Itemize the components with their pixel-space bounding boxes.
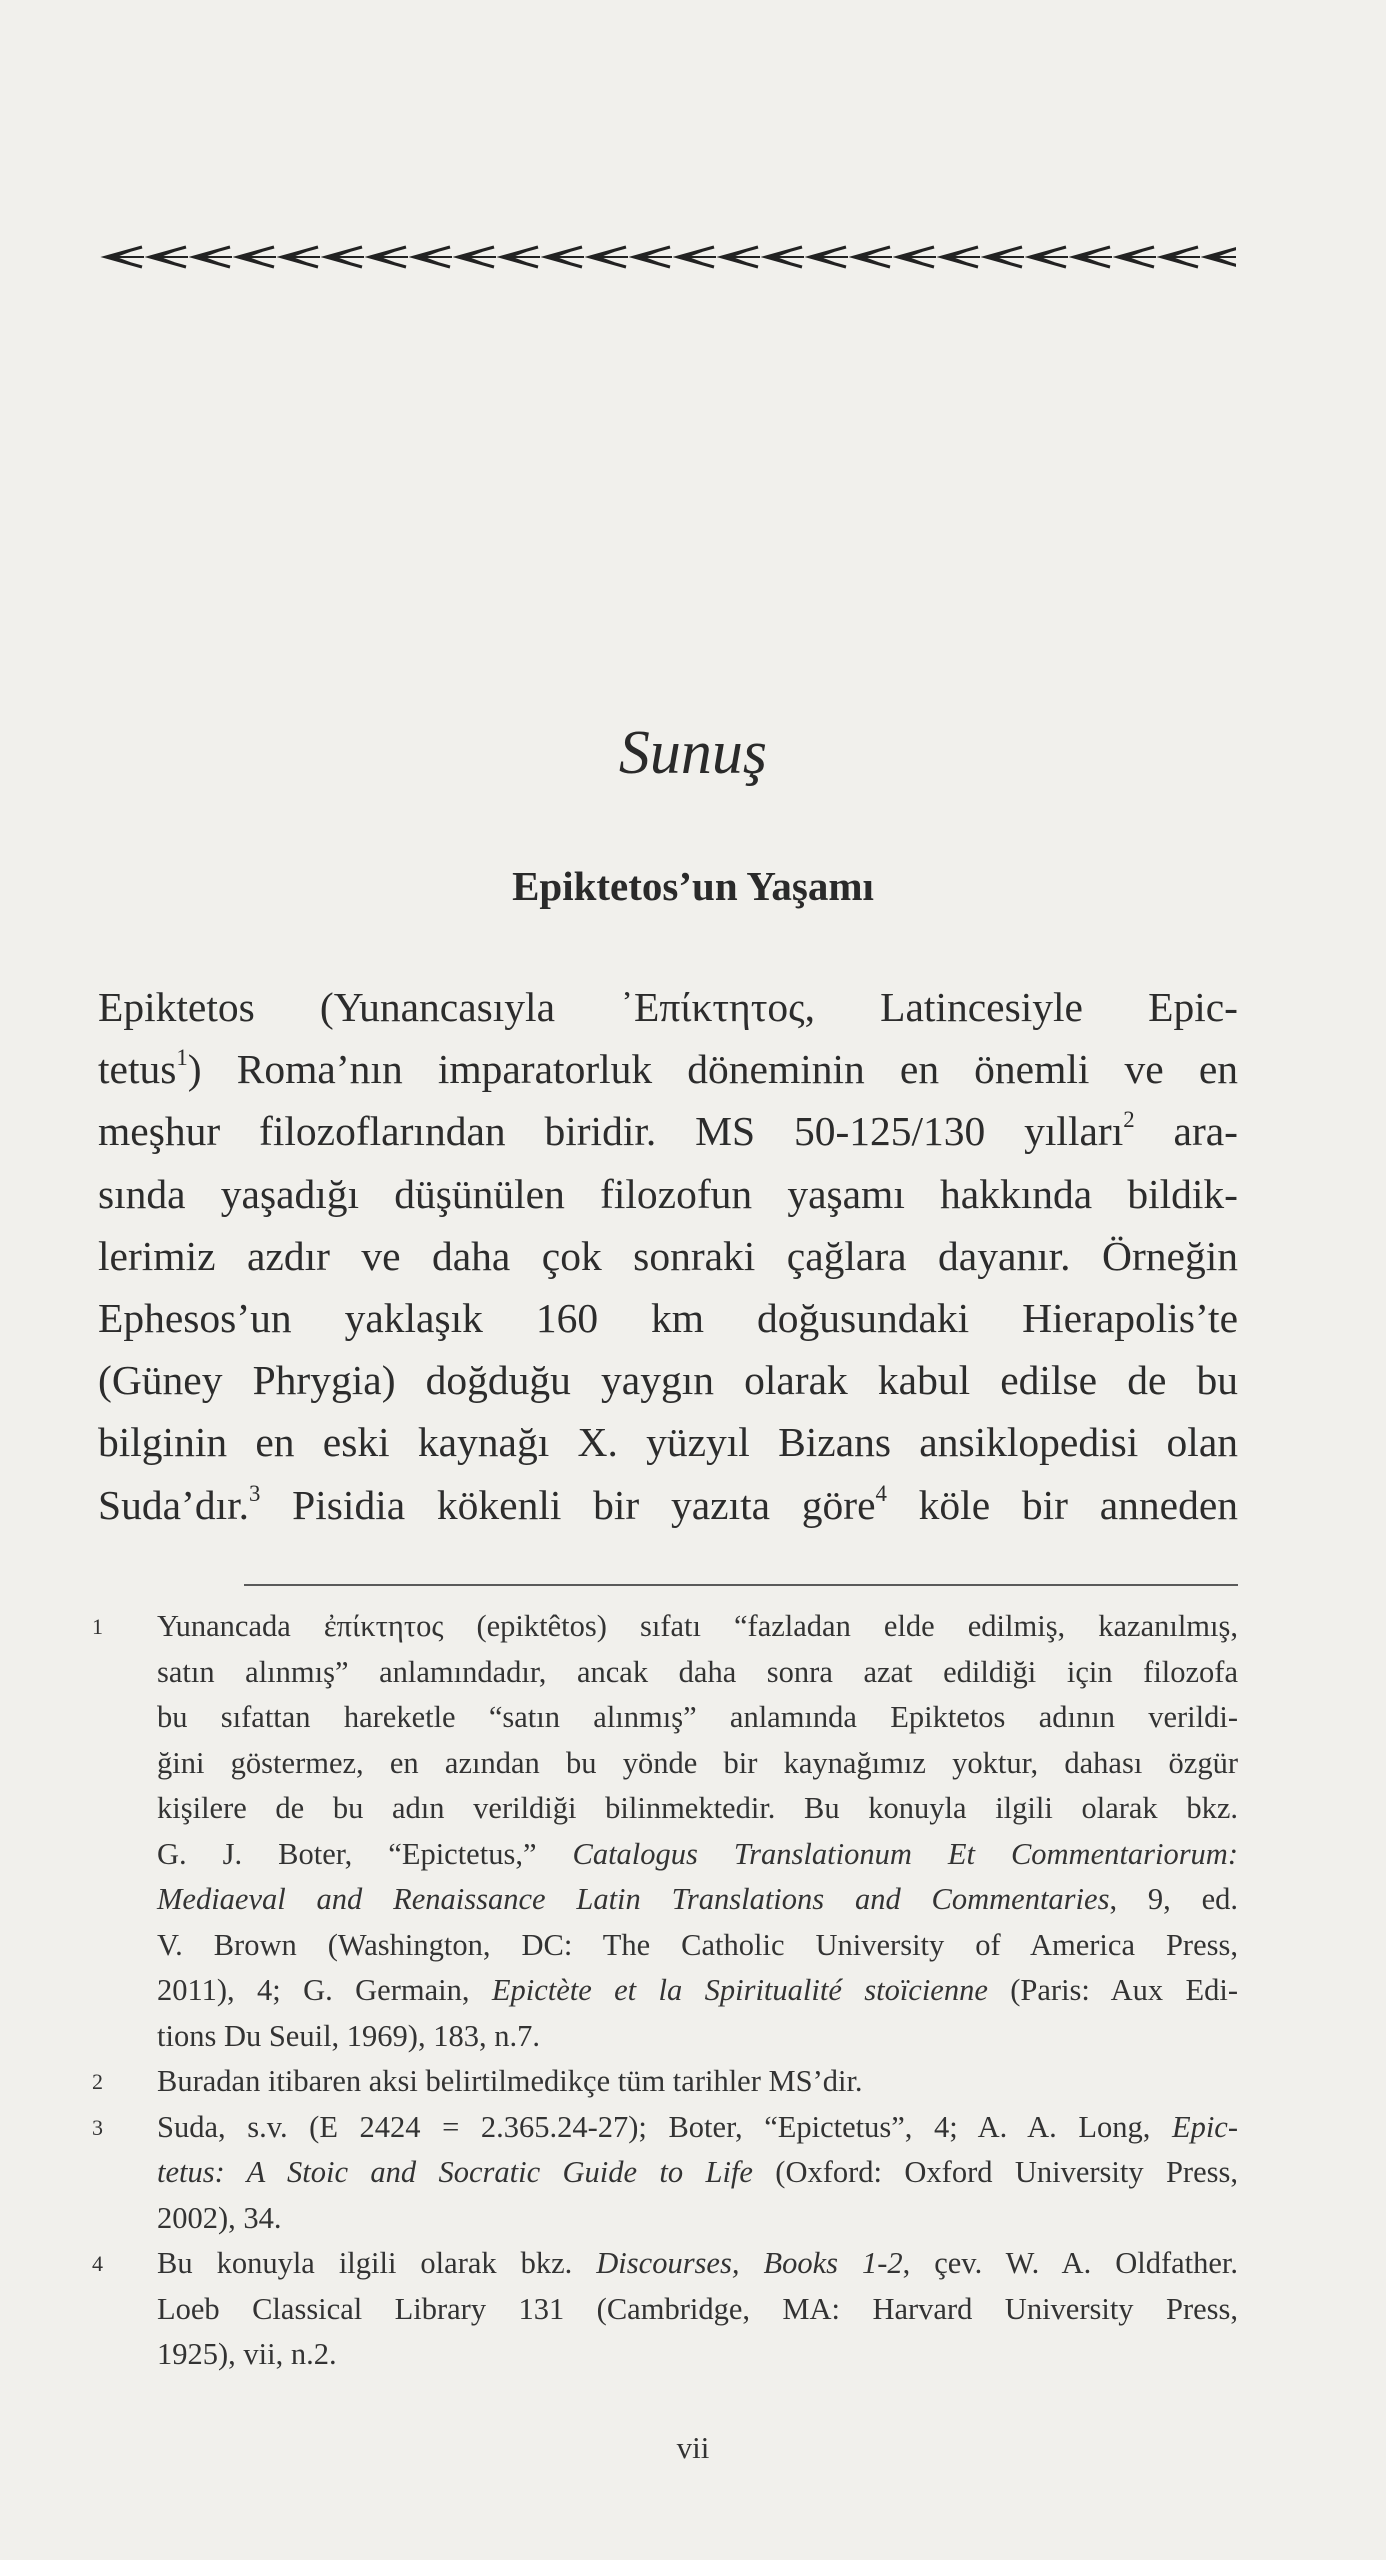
footnote-line [157, 1923, 1238, 1969]
text-segment: V. Brown (Washington, DC: The Catholic University of America Press, [157, 1927, 1238, 1962]
body-line [98, 1038, 1238, 1100]
footnote-3 [92, 2105, 1238, 2242]
footnote-line [157, 2196, 1238, 2242]
text-segment: , çev. W. A. Oldfather. [902, 2246, 1238, 2280]
footnote-number: 3 [92, 2114, 103, 2140]
text-segment: Epiktetos (Yunancasıyla ᾿Επίκτητος, Latincesiyle Epic- [98, 984, 1238, 1030]
footnote-2 [92, 2059, 1238, 2105]
italic-text: Mediaeval and Renaissance Latin Translations and Commentaries [157, 1882, 1110, 1916]
chapter-title: Sunuş [618, 719, 768, 787]
footnote-line [157, 1968, 1238, 2014]
text-segment: (Paris: Aux Edi- [987, 1973, 1238, 2007]
footnote-line [157, 1695, 1238, 1741]
text-segment: (Güney Phrygia) doğduğu yaygın olarak kabul edilse de bu [98, 1357, 1238, 1404]
italic-text: Catalogus Translationum Et Commentariorum: [572, 1836, 1238, 1871]
footnote-line [157, 1741, 1238, 1787]
text-segment: (Oxford: Oxford University Press, [752, 2155, 1238, 2189]
body-line [98, 1287, 1238, 1349]
footnote-line [157, 1877, 1238, 1923]
text-segment: 1925), vii, n.2. [157, 2337, 337, 2371]
footnote-number: 1 [92, 1614, 103, 1639]
footnote-line [157, 2241, 1238, 2287]
footnotes [92, 1604, 1238, 2378]
footnote-line [157, 2332, 1238, 2378]
text-segment: 2002), 34. [157, 2200, 282, 2235]
text-segment: 2011), 4; G. Germain, [157, 1973, 492, 2007]
text-segment: Loeb Classical Library 131 (Cambridge, MA: Harvard University Press, [157, 2291, 1238, 2326]
body-line [98, 1100, 1238, 1162]
text-segment: kişilere de bu adın verildiği bilinmektedir. Bu konuyla ilgili olarak bkz. [157, 1791, 1238, 1825]
footnote-line [157, 1650, 1238, 1696]
footnote-number: 4 [92, 2251, 103, 2276]
page-number: vii [676, 2430, 710, 2465]
footnote-4 [92, 2241, 1238, 2378]
text-segment: Suda, s.v. (E 2424 = 2.365.24-27); Boter, “Epictetus”, 4; A. A. Long, [157, 2109, 1172, 2144]
footnote-reference: 4 [875, 1480, 887, 1506]
text-segment: lerimiz azdır ve daha çok sonraki çağlara dayanır. Örneğin [98, 1232, 1238, 1279]
text-segment: Ephesos’un yaklaşık 160 km doğusundaki Hierapolis’te [98, 1294, 1238, 1341]
footnote-separator [244, 1584, 1238, 1586]
text-segment: , 9, ed. [1109, 1882, 1238, 1916]
body-paragraph [98, 976, 1238, 1536]
text-segment: meşhur filozoflarından biridir. MS 50-125/130 yılları [98, 1108, 1124, 1155]
footnote-reference: 1 [176, 1044, 188, 1070]
text-segment: sında yaşadığı düşünülen filozofun yaşamı hakkında bildik- [98, 1170, 1238, 1217]
footnote-line [157, 1604, 1238, 1650]
text-segment: Pisidia kökenli bir yazıta göre [260, 1481, 876, 1528]
text-segment: satın alınmış” anlamındadır, ancak daha sonra azat edildiği için filozofa [157, 1654, 1238, 1689]
text-segment: Suda’dır. [98, 1481, 250, 1528]
section-heading: Epiktetos’un Yaşamı [512, 863, 874, 909]
footnote-line [157, 2014, 1238, 2060]
text-segment: ara- [1134, 1108, 1238, 1155]
text-segment: Bu konuyla ilgili olarak bkz. [157, 2246, 597, 2280]
text-segment: ) Roma’nın imparatorluk döneminin en önemli ve en [187, 1046, 1238, 1093]
footnote-line [157, 2059, 1238, 2105]
footnote-line [157, 2105, 1238, 2151]
footnote-line [157, 1832, 1238, 1878]
text-segment: tions Du Seuil, 1969), 183, n.7. [157, 2018, 540, 2053]
footnote-reference: 3 [249, 1480, 261, 1506]
footnote-line [157, 1786, 1238, 1832]
text-segment: köle bir anneden [886, 1481, 1238, 1528]
footnote-reference: 2 [1123, 1107, 1135, 1133]
text-segment: ğini göstermez, en azından bu yönde bir kaynağımız yoktur, dahası özgür [157, 1745, 1238, 1780]
body-line [98, 1349, 1238, 1411]
text-segment: Buradan itibaren aksi belirtilmedikçe tüm tarihler MS’dir. [157, 2064, 863, 2098]
decorative-border-ornament [100, 244, 1236, 270]
text-segment: bu sıfattan hareketle “satın alınmış” anlamında Epiktetos adının verildi- [157, 1700, 1238, 1734]
italic-text: tetus: A Stoic and Socratic Guide to Life [157, 2155, 753, 2189]
body-line [98, 1474, 1238, 1536]
text-segment: Yunancada ἐπίκτητος (epiktêtos) sıfatı “fazladan elde edilmiş, kazanılmış, [157, 1609, 1238, 1643]
body-line [98, 1163, 1238, 1225]
footnote-line [157, 2287, 1238, 2333]
italic-text: Discourses, Books 1-2 [596, 2246, 903, 2280]
text-segment: G. J. Boter, “Epictetus,” [157, 1836, 573, 1871]
italic-text: Epictète et la Spiritualité stoïcienne [491, 1973, 988, 2007]
footnote-1 [92, 1604, 1238, 2059]
footnote-line [157, 2150, 1238, 2196]
footnote-number: 2 [92, 2069, 103, 2094]
body-line [98, 1225, 1238, 1287]
body-line [98, 976, 1238, 1038]
text-segment: tetus [98, 1046, 177, 1093]
italic-text: Epic- [1171, 2109, 1238, 2144]
text-segment: bilginin en eski kaynağı X. yüzyıl Bizans ansiklopedisi olan [98, 1419, 1238, 1466]
body-line [98, 1411, 1238, 1473]
